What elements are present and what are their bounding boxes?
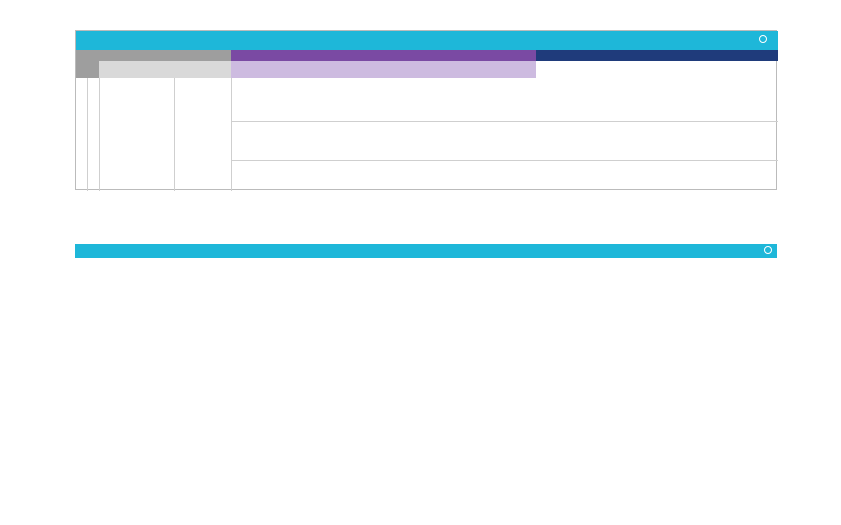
sub-author-header	[442, 61, 462, 78]
divider	[231, 160, 778, 161]
divider	[99, 78, 100, 191]
promotion-calendar	[75, 244, 777, 494]
sub-seo-header	[362, 61, 407, 78]
divider	[87, 78, 88, 191]
sub-body-header	[274, 61, 319, 78]
divider	[231, 121, 778, 122]
editorial-calendar	[75, 30, 777, 190]
sub-target-header	[407, 61, 442, 78]
sub-topic-header	[99, 61, 174, 78]
divider	[231, 78, 232, 191]
group-content-header	[231, 50, 536, 61]
col-date-header	[76, 50, 99, 78]
group-topic-header	[99, 50, 231, 61]
divider	[174, 78, 175, 191]
sub-ref-header	[462, 61, 536, 78]
econte-logo	[764, 245, 775, 256]
editorial-title-bar	[76, 31, 778, 50]
sub-event-header	[174, 61, 231, 78]
group-post-header	[536, 50, 778, 61]
econte-logo	[759, 34, 770, 45]
econte-logo-icon	[764, 246, 772, 254]
sub-theme-header	[231, 61, 274, 78]
sub-category-header	[319, 61, 362, 78]
promotion-title-bar	[75, 244, 777, 258]
holiday-row-label	[75, 306, 89, 366]
econte-logo-icon	[759, 35, 767, 43]
